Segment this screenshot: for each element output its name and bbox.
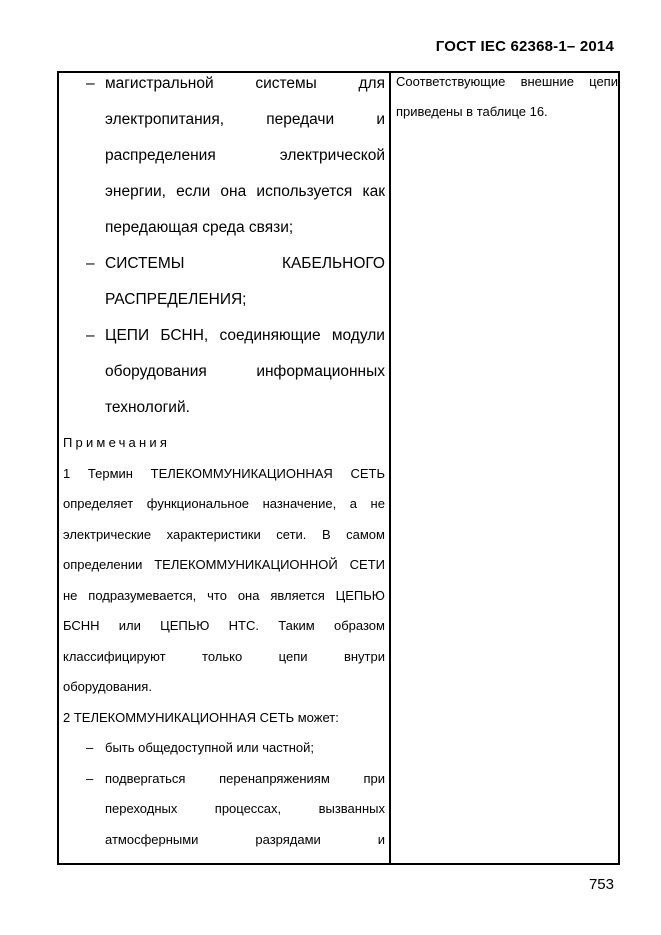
list-dash: – [86,770,94,786]
word: модули [331,327,385,344]
word: используется [256,183,353,200]
list-line [63,181,385,217]
note-1-line [63,555,385,586]
note-1-line-text [63,556,385,574]
list-line [63,73,385,109]
note-1-line-text [63,526,385,544]
word: цепи [278,648,308,664]
word: определяет [63,496,134,511]
word: для [358,75,385,92]
word: ТЕЛЕКОММУНИКАЦИОННОЙ [154,557,338,572]
word: информационных [256,363,385,380]
word: она [220,183,247,200]
page-number: 753 [588,876,614,893]
word: процессах, [214,801,282,816]
list-line [63,799,385,830]
word: перенапряжениям [219,770,330,786]
content-table [57,71,620,865]
list-line-text [105,74,385,94]
note-2-intro [63,708,385,739]
list-line [63,769,385,800]
word: назначение, [262,496,337,511]
word: Соответствующие [396,74,506,89]
list-line-text [105,800,385,818]
list-line-text [105,770,385,788]
word: электрические [63,526,152,542]
word: электропитания, [105,111,225,128]
list-line-text [105,182,385,202]
note-2-intro-text: 2 ТЕЛЕКОММУНИКАЦИОННАЯ СЕТЬ может: [63,709,339,725]
word: СЕТИ [349,557,385,572]
word: НТС. [228,618,260,633]
word: внутри [343,648,385,664]
word: оборудования [105,363,207,380]
document-header: ГОСТ IEC 62368-1– 2014 [435,38,614,55]
note-1-line [63,677,385,708]
word: при [363,770,385,786]
list-line-text [105,254,385,274]
list-line-text: РАСПРЕДЕЛЕНИЯ; [105,291,247,308]
word: цепи [589,74,618,89]
word: ТЕЛЕКОММУНИКАЦИОННАЯ [150,465,333,481]
word: внешние [520,74,574,89]
word: не [63,587,78,603]
word: БСНН [63,618,100,633]
column-divider [389,73,391,863]
list-line [63,738,385,769]
word: подвергаться [105,770,186,786]
note-1-line [63,494,385,525]
list-line [63,361,385,397]
word: и [376,111,385,128]
list-line [63,217,385,253]
word: ЦЕПЬЮ [160,618,210,633]
word: классифицируют [63,648,166,664]
list-dash: – [86,255,95,272]
list-line [63,109,385,145]
note-heading [63,433,385,464]
word: она [237,587,260,603]
word: не [370,496,385,511]
right-line-text: приведены в таблице 16. [396,104,548,119]
word: переходных [105,801,178,816]
word: системы [255,75,317,92]
list-line-text [105,362,385,382]
note-1-line [63,464,385,495]
word: БСНН, [160,327,209,344]
list-dash: – [86,327,95,344]
word: сети. [276,526,307,542]
note-1-line [63,647,385,678]
list-line-text: быть общедоступной или частной; [105,740,314,755]
note-1-line-text [63,617,385,635]
note-1-line [63,586,385,617]
right-line [396,103,618,133]
word: В [321,526,331,542]
right-column [396,73,618,133]
word: разрядами [255,831,321,847]
word: вызванных [318,801,385,816]
list-dash: – [86,75,95,92]
list-line-text: технологий. [105,399,190,416]
word: 1 [63,465,71,481]
word: ЦЕПИ [105,327,150,344]
note-1-line-text [63,495,385,513]
list-line [63,253,385,289]
word: СИСТЕМЫ [105,255,185,272]
word: только [202,648,243,664]
word: определении [63,557,143,572]
list-line-text [105,110,385,130]
note-heading-text: Примечания [63,435,171,450]
word: характеристики [166,526,261,542]
list-line-text: передающая среда связи; [105,219,294,236]
list-line-text [105,831,385,849]
word: передачи [266,111,335,128]
note-1-line [63,616,385,647]
word: а [349,496,357,511]
word: атмосферными [105,831,199,847]
list-line [63,397,385,433]
word: магистральной [105,75,214,92]
note-1-line-text [63,648,385,666]
word: как [362,183,385,200]
list-line [63,145,385,181]
word: ЦЕПЬЮ [335,587,385,603]
word: соединяющие [219,327,321,344]
word: функциональное [146,496,250,511]
word: СЕТЬ [350,465,385,481]
note-1-line [63,525,385,556]
word: самом [346,526,385,542]
note-1-line-text: оборудования. [63,679,152,694]
list-line [63,830,385,861]
note-1-line-text [63,587,385,605]
word: электрической [279,147,385,164]
left-column [63,73,385,860]
right-line [396,73,618,103]
word: распределения [105,147,216,164]
list-line [63,325,385,361]
word: энергии, [105,183,166,200]
word: и [377,831,385,847]
word: что [207,587,227,603]
note-1-line-text [63,465,385,483]
word: Термин [87,465,133,481]
word: подразумевается, [88,587,197,603]
word: КАБЕЛЬНОГО [281,255,385,272]
list-dash: – [86,740,94,755]
word: образом [333,618,385,633]
right-line-text [396,73,618,91]
word: является [270,587,325,603]
word: если [176,183,211,200]
list-line-text [105,326,385,346]
list-line-text [105,146,385,166]
list-line [63,289,385,325]
word: Таким [278,618,315,633]
word: или [118,618,141,633]
